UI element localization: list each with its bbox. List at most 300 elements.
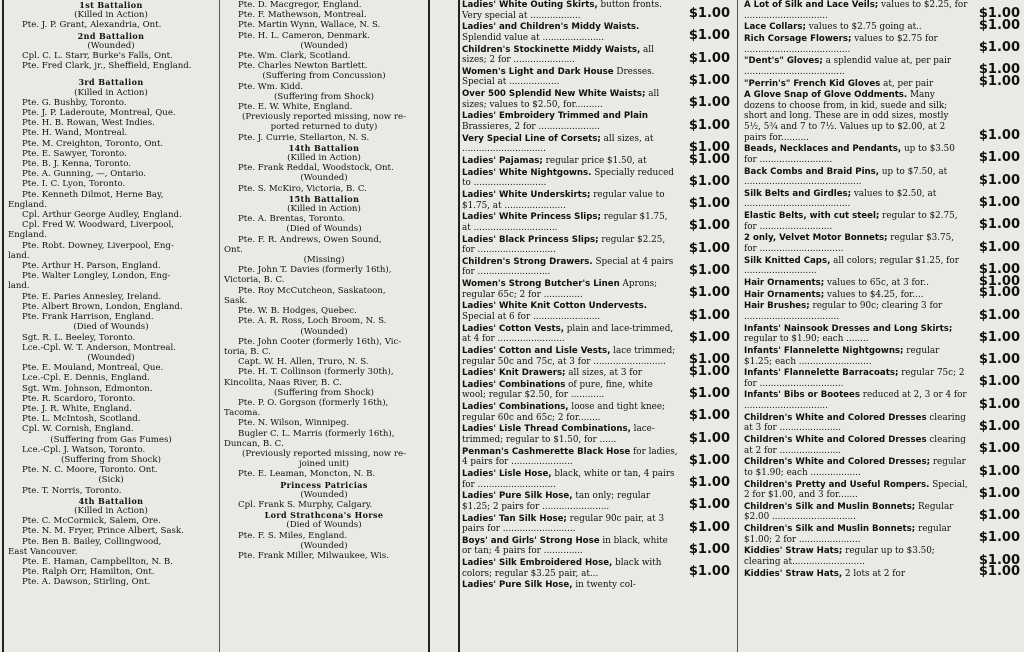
ad-item-heading: Women's Light and Dark House [462,66,614,77]
ad-item-heading: Children's Strong Drawers. [462,256,593,267]
ad-item-price: $1.00 [688,542,730,558]
ad-item-price: $1.00 [688,139,730,155]
ad-item-description: values to $2.75 for ...................................... [744,33,938,55]
casualty-entry: Pte. E. W. White, England. [238,102,353,113]
casualty-category: (Wounded) [87,40,135,51]
ad-item [462,22,730,43]
ad-item-price: $1.00 [688,73,730,89]
casualty-entry: Pte. N. C. Moore, Toronto. Ont. [22,465,158,476]
ad-item [462,235,730,256]
ad-item-price: $1.00 [688,475,730,491]
casualty-category: (Died of Wounds) [286,224,362,235]
ad-item-description: all sizes, at 3 for [568,368,642,379]
ad-item-description: tan only; regular $1.25; 2 pairs for ........................ [462,491,651,512]
ad-item [744,368,1020,389]
ad-item-heading: Lace Collars; [744,22,806,33]
ad-item-description: regular $3.75, for .............................. [744,233,955,254]
ad-item [744,413,1020,434]
casualty-category: (Previously reported missing, now re- [242,448,406,459]
entry-continuation: England. [8,199,47,210]
casualty-entry: Pte. Robt. Downey, Liverpool, Eng- [22,240,174,251]
ad-item-heading: Ladies' Cotton Vests, [462,323,564,334]
column-rule [428,0,430,652]
ad-item-description: black, white or tan, 4 pairs for ............................ [462,469,675,490]
casualty-entry: Pte. A. Brentas, Toronto. [238,214,346,225]
casualty-entry: Pte. Ralph Orr, Hamilton, Ont. [22,567,155,578]
ad-item-description: regular value to $1.75, at ...................... [462,189,665,211]
ad-item-description: values to $2.50, at ...................................... [744,188,937,210]
ad-item-description: regular price $1.50, at [545,155,647,166]
ad-item-heading: Ladies' Silk Embroidered Hose, [462,558,613,569]
casualty-entry: Pte. Ben B. Bailey, Collingwood, [22,536,162,547]
ad-item-price: $1.00 [978,261,1020,277]
ad-item-heading: Children's Pretty and Useful Rompers. [744,479,930,490]
ad-item-description: all colors; regular $1.25, for .......................... [744,255,959,277]
casualty-entry: Cpl. C. L. Starr, Burke's Falls, Ont. [22,51,173,62]
battalion-heading: Princess Patricias [280,479,368,490]
ad-item-description: a splendid value at, per pair .................................... [744,56,952,77]
ad-item [462,89,730,110]
entry-continuation: East Vancouver. [8,546,78,557]
ad-item-price: $1.00 [688,240,730,256]
ad-item [462,67,730,88]
ad-item-price: $1.00 [688,430,730,446]
casualty-entry: Pte. F. S. Miles, England. [238,530,348,541]
entry-continuation: Tacoma. [224,408,261,419]
casualty-entry: Pte. N. M. Fryer, Prince Albert, Sask. [22,526,184,537]
casualty-category: (Killed in Action) [287,153,361,164]
ad-item-heading: Children's White and Colored Dresses; [744,457,931,468]
casualty-entry: Lce.-Cpl. W. T. Anderson, Montreal. [22,342,177,353]
ad-item-heading: Women's Strong Butcher's Linen [462,279,620,290]
ad-item-description: lace-trimmed; regular to $1.50, for ...... [462,424,655,446]
ad-item [462,151,730,167]
ad-item [744,346,1020,367]
casualty-category: (Previously reported missing, now re- [242,112,406,123]
ad-item-description: Regular $2.00 .............................. [744,501,954,523]
casualty-category: (Died of Wounds) [73,322,149,333]
ad-item-description: Special, 2 for $1.00, and 3 for....... [744,479,968,501]
ad-item-heading: Silk Belts and Girdles; [744,188,852,199]
ad-item [462,324,730,345]
ad-item-description: Special at 6 for ........................ [462,311,601,322]
casualty-entry: Cpl. Frank S. Murphy, Calgary. [238,499,373,510]
ad-item-heading: Hair Brushes; [744,301,810,312]
ad-item [462,469,730,490]
ad-item [462,0,730,21]
ad-item [744,301,1020,322]
ad-item-heading: Kiddies' Straw Hats; [744,546,843,557]
ad-item [462,257,730,278]
ad-item-heading: Infants' Flannelette Nightgowns; [744,345,904,356]
casualty-entry: Pte. Martin Wynn, Wallace, N. S. [238,20,381,31]
ad-item-description: values to $4.25, for.... [827,289,924,300]
casualty-entry: Pte. Roy McCutcheon, Saskatoon, [238,285,386,296]
ad-item [744,233,1020,254]
casualty-entry: Pte. Charles Newton Bartlett. [238,61,368,72]
ad-item [462,558,730,579]
ad-item-heading: Ladies' White Nightgowns. [462,167,592,178]
ad-item-price: $1.00 [978,329,1020,345]
ad-item [462,447,730,468]
casualty-entry: Pte. S. McKiro, Victoria, B. C. [238,183,367,194]
casualty-entry: Lce.-Cpl. J. Watson, Toronto. [22,444,146,455]
ad-item-heading: Ladies' White Outing Skirts, [462,0,598,10]
casualty-entry: Pte. T. Norris, Toronto. [22,485,122,496]
ad-item-description: all sizes; values to $2.50, for.......... [462,89,660,110]
ad-item-price: $1.00 [978,273,1020,289]
ad-item-heading: Infants' Nainsook Dresses and Long Skirts; [744,323,953,334]
ad-column-2 [744,0,1020,652]
casualty-entry: Pte. D. Macgregor, England. [238,0,362,10]
casualty-entry: Pte. J. Currie, Stellarton, N. S. [238,132,370,143]
battalion-heading: 15th Battalion [288,193,360,204]
ad-item-price: $1.00 [978,374,1020,390]
ad-item-heading: Ladies' Knit Drawers; [462,368,566,379]
ad-item-heading: Children's White and Colored Dresses [744,435,927,446]
ad-item-heading: Ladies' Embroidery Trimmed and Plain [462,111,648,122]
ad-item-description: Splendid value at ...................... [462,32,605,43]
ad-item-heading: Beads, Necklaces and Pendants, [744,144,902,155]
casualty-entry: Pte. I. C. Lyon, Toronto. [22,179,126,190]
ad-item-description: regular $2.25, for ............................ [462,234,666,256]
casualty-category: (Suffering from Shock) [274,91,374,102]
entry-continuation: toria, B. C. [224,346,271,357]
casualty-category: (Killed in Action) [74,87,148,98]
ad-item-price: $1.00 [978,396,1020,412]
ad-item-price: $1.00 [978,239,1020,255]
ad-item-heading: Kiddies' Straw Hats, [744,568,843,579]
ad-item-description: all sizes; 2 for ...................... [462,44,654,66]
ad-item-description: regular up to $3.50; clearing at.......................... [744,546,935,568]
casualty-entry: Pte. John T. Davies (formerly 16th), [238,265,392,276]
ad-item-heading: Children's White and Colored Dresses [744,412,927,423]
casualty-entry: Pte. L. McIntosh, Scotland. [22,414,141,425]
ad-item-description: loose and tight knee; regular 60c and 65c; 2 for........ [462,402,665,423]
casualty-category: joined unit) [298,459,350,470]
ad-item-price: $1.00 [688,218,730,234]
casualty-entry: Pte. E. Mouland, Montreal, Que. [22,363,164,374]
battalion-heading: 2nd Battalion [77,30,145,41]
casualty-entry: Pte. E. Sawyer, Toronto. [22,148,127,159]
ad-item [744,524,1020,545]
casualty-entry: Pte. Wm. Kidd. [238,81,304,92]
column-rule [219,0,220,652]
ad-item-description: regular 90c pair, at 3 pairs for .......................... [462,513,665,535]
ad-item [462,363,730,379]
ad-item-heading: Children's Silk and Muslin Bonnets; [744,524,916,535]
ad-item-price: $1.00 [978,530,1020,546]
ad-item-heading: Ladies' Pajamas; [462,155,543,166]
casualty-entry: Pte. R. Scardoro, Toronto. [22,393,136,404]
ad-item [462,402,730,423]
ad-item-price: $1.00 [688,173,730,189]
ad-item-price: $1.00 [978,307,1020,323]
casualty-entry: Pte. N. Wilson, Winnipeg. [238,418,350,429]
ad-item [744,480,1020,501]
ad-item-heading: Ladies' White Princess Slips; [462,212,601,223]
casualty-category: (Killed in Action) [74,505,148,516]
entry-continuation: Victoria, B. C. [224,275,285,286]
casualty-entry: Pte. F. Mathewson, Montreal. [238,10,367,21]
casualty-entry: Pte. E. Leaman, Moncton, N. B. [238,469,376,480]
ad-item-description: Special at 4 pairs for .......................... [462,256,674,278]
ad-item-heading: A Glove Snap of Glove Oddments. [744,90,908,101]
ad-item-price: $1.00 [978,564,1020,580]
ad-item [744,502,1020,523]
battalion-heading: Lord Strathcona's Horse [264,510,384,521]
casualty-entry: Cpl. W. Cornish, England. [22,424,134,435]
casualty-entry: Pte. F. R. Andrews, Owen Sound, [238,234,382,245]
casualty-entry: Pte. Walter Longley, London, Eng- [22,271,171,282]
casualty-category: (Suffering from Shock) [61,454,161,465]
ad-item-description: Brassieres, 2 for ...................... [462,122,600,132]
casualty-entry: Pte. J. P. Laderoute, Montreal, Que. [22,108,176,119]
casualty-entry: Pte. W. B. Hodges, Quebec. [238,306,357,317]
ad-item-heading: Ladies' Lisle Thread Combinations, [462,424,631,435]
ad-item [744,34,1020,55]
casualty-category: (Wounded) [300,326,348,337]
ad-item [462,536,730,557]
ad-item-heading: Silk Knitted Caps, [744,255,831,266]
ad-item-heading: Hair Ornaments; [744,277,825,288]
ad-item-description: 2 lots at 2 for [844,568,906,579]
casualty-entry: Pte. H. L. Cameron, Denmark. [238,30,370,41]
ad-item-price: $1.00 [978,6,1020,22]
ad-item [462,424,730,445]
casualty-category: (Wounded) [300,40,348,51]
ad-item-price: $1.00 [978,74,1020,90]
column-rule [458,0,460,652]
ad-item [462,111,730,132]
casualty-entry: Pte. A. R. Ross, Loch Broom, N. S. [238,316,387,327]
casualty-entry: Pte. Frank Harrison, England. [22,312,154,323]
casualty-entry: Bugler C. L. Marris (formerly 16th), [238,428,395,439]
casualty-entry: Pte. John Cooter (formerly 16th), Vic- [238,336,402,347]
casualty-entry: Pte. H. B. Rowan, West Indies. [22,118,155,129]
ad-item-price: $1.00 [978,62,1020,78]
ad-item [744,167,1020,188]
ad-item-description: clearing at 3 for ...................... [744,412,966,434]
ad-item-price: $1.00 [978,285,1020,301]
ad-item-description: plain and lace-trimmed, at 4 for ........................ [462,323,674,345]
ad-item-text [462,580,730,591]
ad-item-price: $1.00 [688,564,730,580]
ad-item-price: $1.00 [978,485,1020,501]
ad-item-heading: Children's Stockinette Middy Waists, [462,44,641,55]
ad-item-price: $1.00 [688,307,730,323]
casualty-entry: Pte. H. Wand, Montreal. [22,128,128,139]
entry-continuation: England. [8,230,47,241]
ad-item-price: $1.00 [688,452,730,468]
casualty-category: (Wounded) [300,173,348,184]
entry-continuation: land. [8,281,30,292]
casualty-category: (Wounded) [87,352,135,363]
ad-item-description: values to $2.75 going at.. [808,22,922,33]
column-rule [2,0,4,652]
ad-item [744,435,1020,456]
casualty-entry: Pte. J. P. Grant, Alexandria, Ont. [22,20,162,31]
ad-item [462,514,730,535]
entry-continuation: Kincolita, Naas River, B. C. [224,377,342,388]
casualty-entry: Pte. H. T. Collinson (formerly 30th), [238,367,394,378]
casualty-entry: Pte. Frank Miller, Milwaukee, Wis. [238,550,389,561]
ad-item-price: $1.00 [688,117,730,133]
ad-item [744,390,1020,411]
ad-item-description: lace trimmed; regular 50c and 75c, at 3 for .......................... [462,345,676,367]
ad-item [462,380,730,401]
ad-item-price: $1.00 [978,172,1020,188]
ad-item-description: in black, white or tan; 4 pairs for .............. [462,535,668,557]
ad-item-price: $1.00 [688,6,730,22]
ad-item-heading: "Dent's" Gloves; [744,56,823,67]
ad-item-price: $1.00 [978,128,1020,144]
entry-continuation: Ont. [224,244,243,255]
ad-item-heading: Ladies' Lisle Hose, [462,469,552,479]
casualty-entry: Lce.-Cpl. E. Dennis, England. [22,373,150,384]
ad-item-heading: Rich Corsage Flowers; [744,33,852,44]
ad-item-description: black with colors; regular $3.25 pair, at... [462,558,662,579]
ad-item-price: $1.00 [688,151,730,167]
casualty-entry: Pte. Albert Brown, London, England. [22,301,183,312]
ad-item-heading: A Lot of Silk and Lace Veils; [744,0,879,10]
ad-item-price: $1.00 [978,195,1020,211]
ad-item-heading: Back Combs and Braid Pins, [744,166,880,177]
entry-continuation: land. [8,250,30,261]
ad-item-description: regular to $1.90; each ........ [744,334,869,345]
ad-item-description: reduced at 2, 3 or 4 for .............................. [744,390,967,412]
ad-item-heading: Ladies' Combinations, [462,402,569,413]
ad-item-heading: Ladies' Black Princess Slips; [462,234,599,245]
ad-item-description: Specially reduced to .......................... [462,167,674,189]
casualty-category: (Suffering from Gas Fumes) [50,434,172,445]
ad-item-heading: Elastic Belts, with cut steel; [744,211,880,222]
ad-item-price: $1.00 [688,386,730,402]
ad-item [744,564,1020,580]
ad-item-price: $1.00 [978,441,1020,457]
casualty-entry: Cpl. Arthur George Audley, England. [22,210,182,221]
ad-item-description: in twenty col- [575,580,636,591]
casualty-entry: Pte. A. Dawson, Stirling, Ont. [22,577,151,588]
casualty-list-column-2 [224,0,424,652]
ad-item-description: regular to 90c; clearing 3 for .................................. [744,301,943,322]
ad-item-price: $1.00 [688,519,730,535]
ad-item-price: $1.00 [978,40,1020,56]
casualty-entry: Sgt. Wm. Johnson, Edmonton. [22,383,153,394]
ad-item-price: $1.00 [978,508,1020,524]
casualty-entry: Pte. G. Bushby, Toronto. [22,97,127,108]
casualty-entry: Cpl. Fred W. Woodward, Liverpool, [22,220,174,231]
ad-item-description: values to 65c, at 3 for.. [827,277,929,288]
casualty-category: (Killed in Action) [287,204,361,215]
ad-item [462,212,730,233]
ad-item-price: $1.00 [978,17,1020,33]
casualty-category: (Sick) [98,475,124,486]
battalion-heading: 4th Battalion [78,495,144,506]
ad-item-price: $1.00 [688,95,730,111]
column-rule [737,0,738,652]
casualty-category: (Killed in Action) [74,10,148,21]
ad-item-description: regular $1.25; each .......................... [744,345,940,367]
casualty-category: (Wounded) [300,540,348,551]
ad-item-description: regular $1.00; 2 for ...................... [744,524,951,545]
ad-item-heading: Ladies' Tan Silk Hose; [462,513,567,524]
casualty-category: (Suffering from Shock) [274,387,374,398]
ad-item [744,324,1020,345]
ad-item-heading: Children's Silk and Muslin Bonnets; [744,501,916,512]
ad-item-description: regular 75c; 2 for .............................. [744,368,965,389]
ad-item [744,17,1020,33]
ad-item-description: clearing at 2 for ...................... [744,435,966,456]
ad-item-price: $1.00 [688,196,730,212]
ad-item-price: $1.00 [688,352,730,368]
ad-item-price: $1.00 [688,497,730,513]
casualty-entry: Capt. W. H. Allen, Truro, N. S. [238,357,369,368]
casualty-entry: Pte. A. Gunning, —, Ontario. [22,169,146,180]
ad-item-heading: Ladies' White Underskirts; [462,189,591,200]
ad-item-heading: Ladies' Cotton and Lisle Vests, [462,345,611,356]
ad-item-heading: Infants' Flannelette Barracoats; [744,368,899,379]
ad-item-description: Aprons; regular 65c; 2 for .............. [462,279,658,300]
ad-item [744,90,1020,143]
ad-item-heading: Ladies' Combinations [462,379,566,390]
casualty-category: (Suffering from Concussion) [262,71,386,82]
casualty-entry: Pte. B. J. Kenna, Toronto. [22,159,131,170]
ad-item [744,457,1020,478]
ad-item [744,285,1020,301]
ad-item-price: $1.00 [688,285,730,301]
battalion-heading: 3rd Battalion [78,77,144,88]
casualty-entry: Pte. J. R. White, England. [22,403,133,414]
ad-column-1 [462,0,730,652]
ad-item-heading: 2 only, Velvet Motor Bonnets; [744,233,888,244]
casualty-category: (Missing) [303,255,345,266]
entry-continuation: Duncan, B. C. [224,438,284,449]
ad-item [462,45,730,66]
casualty-entry: Pte. C. McCormick, Salem, Ore. [22,516,161,527]
ad-item-price: $1.00 [688,408,730,424]
ad-item-heading: Ladies' and Children's Middy Waists. [462,22,640,33]
ad-item-description: Many dozens to choose from, in kid, suede and silk; short and long. These are in odd sizes, mostly 5½, 5¾ and 7 to 7½. Values up to $2.00, at 2 pairs for.......... [744,90,949,143]
casualty-category: (Wounded) [300,489,348,500]
ad-item-heading: Penman's Cashmerette Black Hose [462,446,631,457]
ad-item-heading: Ladies' Pure Silk Hose, [462,491,573,502]
battalion-heading: 1st Battalion [79,0,143,10]
casualty-entry: Sgt. R. L. Beeley, Toronto. [22,332,136,343]
ad-item-price: $1.00 [688,262,730,278]
casualty-entry: Pte. Frank Reddal, Woodstock, Ont. [238,163,394,174]
ad-item-heading: "Perrin's" French Kid Gloves [744,78,881,89]
ad-item-description: button fronts. Very special at .................. [462,0,662,21]
casualty-entry: Pte. Fred Clark, jr., Sheffield, England. [22,61,192,72]
casualty-entry: Pte. Kenneth Dilmot, Herne Bay, [22,189,164,200]
casualty-category: (Died of Wounds) [286,520,362,531]
ad-item-description: of pure, fine, white wool; regular $2.50, for ............ [462,379,653,401]
ad-item-price: $1.00 [978,217,1020,233]
ad-item-price: $1.00 [688,28,730,44]
ad-item-description: up to $3.50 for .......................... [744,144,955,165]
ad-item-price: $1.00 [978,418,1020,434]
ad-item-description: for ladies, 4 pairs for ...................... [462,446,678,468]
ad-item [744,74,1020,90]
casualty-entry: Pte. Arthur H. Parson, England. [22,261,161,272]
ad-item-heading: Over 500 Splendid New White Waists; [462,89,646,100]
ad-item-price: $1.00 [978,552,1020,568]
ad-item-heading: Infants' Bibs or Bootees [744,390,860,401]
ad-item-description: up to $7.50, at .......................................... [744,166,948,188]
ad-item [462,279,730,300]
ad-item-heading: Ladies' Pure Silk Hose, [462,580,573,591]
